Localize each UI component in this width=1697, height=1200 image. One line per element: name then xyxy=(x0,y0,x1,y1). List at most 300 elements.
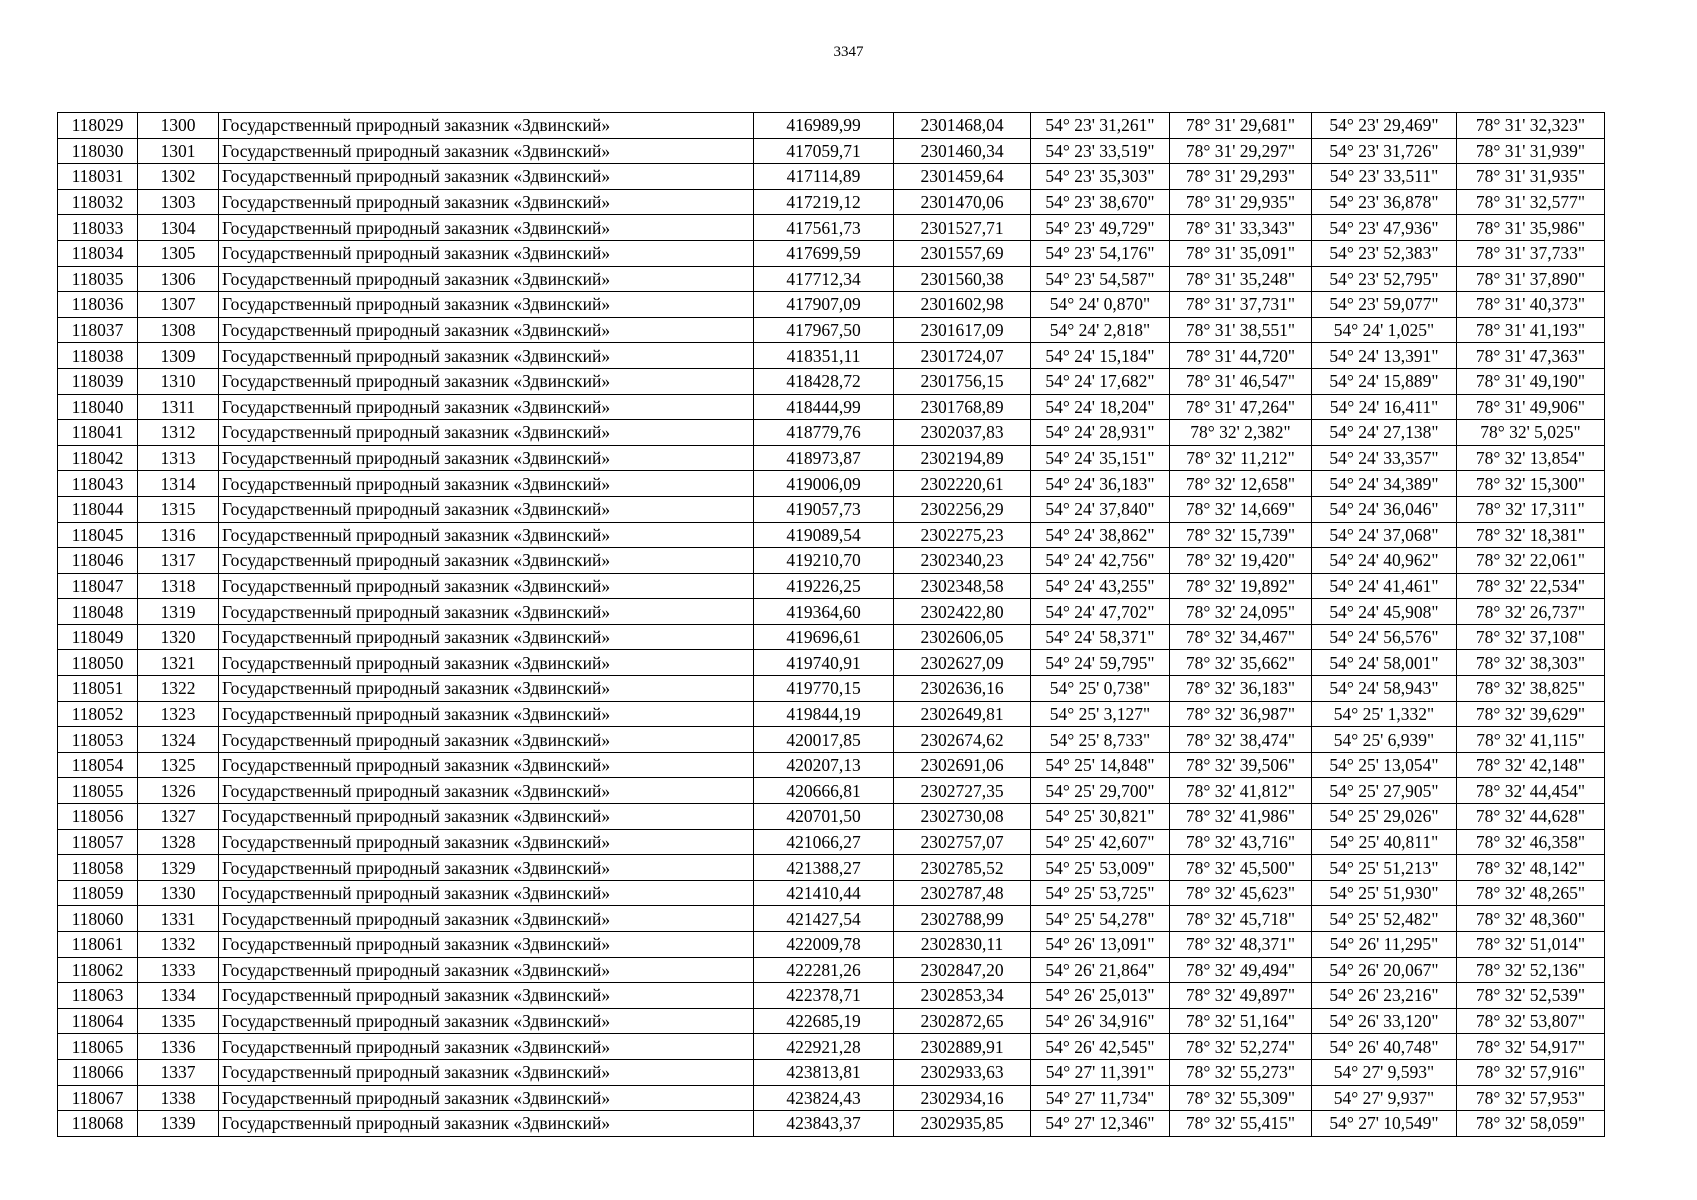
latitude-alt-cell: 54° 25' 51,930" xyxy=(1312,880,1457,906)
y-coordinate-cell: 2302787,48 xyxy=(894,880,1031,906)
reserve-name-cell: Государственный природный заказник «Здвинский» xyxy=(219,957,754,983)
x-coordinate-cell: 417967,50 xyxy=(754,317,894,343)
y-coordinate-cell: 2302872,65 xyxy=(894,1008,1031,1034)
longitude-cell: 78° 31' 29,935" xyxy=(1170,189,1312,215)
record-id-cell: 118050 xyxy=(58,650,138,676)
table-row xyxy=(58,778,1605,804)
longitude-cell: 78° 32' 11,212" xyxy=(1170,445,1312,471)
y-coordinate-cell: 2302788,99 xyxy=(894,906,1031,932)
latitude-cell: 54° 25' 42,607" xyxy=(1031,829,1170,855)
longitude-alt-cell: 78° 32' 17,311" xyxy=(1457,496,1605,522)
latitude-cell: 54° 27' 12,346" xyxy=(1031,1111,1170,1137)
latitude-alt-cell: 54° 24' 34,389" xyxy=(1312,471,1457,497)
point-number-cell: 1305 xyxy=(138,240,219,266)
latitude-cell: 54° 24' 58,371" xyxy=(1031,624,1170,650)
point-number-cell: 1312 xyxy=(138,420,219,446)
latitude-cell: 54° 23' 31,261" xyxy=(1031,113,1170,139)
x-coordinate-cell: 416989,99 xyxy=(754,113,894,139)
latitude-cell: 54° 25' 30,821" xyxy=(1031,804,1170,830)
record-id-cell: 118063 xyxy=(58,983,138,1009)
reserve-name-cell: Государственный природный заказник «Здвинский» xyxy=(219,215,754,241)
x-coordinate-cell: 421427,54 xyxy=(754,906,894,932)
latitude-cell: 54° 24' 59,795" xyxy=(1031,650,1170,676)
record-id-cell: 118037 xyxy=(58,317,138,343)
y-coordinate-cell: 2302933,63 xyxy=(894,1059,1031,1085)
reserve-name-cell: Государственный природный заказник «Здвинский» xyxy=(219,932,754,958)
y-coordinate-cell: 2302256,29 xyxy=(894,496,1031,522)
y-coordinate-cell: 2301756,15 xyxy=(894,368,1031,394)
record-id-cell: 118044 xyxy=(58,496,138,522)
point-number-cell: 1310 xyxy=(138,368,219,394)
table-row xyxy=(58,624,1605,650)
x-coordinate-cell: 419057,73 xyxy=(754,496,894,522)
longitude-cell: 78° 31' 35,091" xyxy=(1170,240,1312,266)
latitude-cell: 54° 26' 13,091" xyxy=(1031,932,1170,958)
reserve-name-cell: Государственный природный заказник «Здвинский» xyxy=(219,394,754,420)
reserve-name-cell: Государственный природный заказник «Здвинский» xyxy=(219,266,754,292)
record-id-cell: 118042 xyxy=(58,445,138,471)
record-id-cell: 118068 xyxy=(58,1111,138,1137)
point-number-cell: 1314 xyxy=(138,471,219,497)
x-coordinate-cell: 419844,19 xyxy=(754,701,894,727)
point-number-cell: 1308 xyxy=(138,317,219,343)
record-id-cell: 118029 xyxy=(58,113,138,139)
table-row xyxy=(58,676,1605,702)
latitude-cell: 54° 24' 38,862" xyxy=(1031,522,1170,548)
latitude-cell: 54° 27' 11,734" xyxy=(1031,1085,1170,1111)
table-row xyxy=(58,727,1605,753)
reserve-name-cell: Государственный природный заказник «Здвинский» xyxy=(219,189,754,215)
record-id-cell: 118062 xyxy=(58,957,138,983)
y-coordinate-cell: 2302220,61 xyxy=(894,471,1031,497)
longitude-cell: 78° 32' 14,669" xyxy=(1170,496,1312,522)
reserve-name-cell: Государственный природный заказник «Здвинский» xyxy=(219,624,754,650)
table-row xyxy=(58,368,1605,394)
longitude-alt-cell: 78° 32' 18,381" xyxy=(1457,522,1605,548)
longitude-cell: 78° 31' 38,551" xyxy=(1170,317,1312,343)
point-number-cell: 1324 xyxy=(138,727,219,753)
longitude-alt-cell: 78° 32' 38,303" xyxy=(1457,650,1605,676)
latitude-cell: 54° 25' 14,848" xyxy=(1031,752,1170,778)
x-coordinate-cell: 420701,50 xyxy=(754,804,894,830)
point-number-cell: 1311 xyxy=(138,394,219,420)
reserve-name-cell: Государственный природный заказник «Здвинский» xyxy=(219,701,754,727)
y-coordinate-cell: 2301602,98 xyxy=(894,292,1031,318)
y-coordinate-cell: 2302674,62 xyxy=(894,727,1031,753)
record-id-cell: 118038 xyxy=(58,343,138,369)
y-coordinate-cell: 2301560,38 xyxy=(894,266,1031,292)
reserve-name-cell: Государственный природный заказник «Здвинский» xyxy=(219,368,754,394)
longitude-alt-cell: 78° 32' 15,300" xyxy=(1457,471,1605,497)
reserve-name-cell: Государственный природный заказник «Здвинский» xyxy=(219,1111,754,1137)
latitude-cell: 54° 24' 17,682" xyxy=(1031,368,1170,394)
reserve-name-cell: Государственный природный заказник «Здвинский» xyxy=(219,1034,754,1060)
longitude-cell: 78° 32' 55,415" xyxy=(1170,1111,1312,1137)
table-row xyxy=(58,752,1605,778)
longitude-alt-cell: 78° 31' 31,935" xyxy=(1457,164,1605,190)
latitude-alt-cell: 54° 23' 52,383" xyxy=(1312,240,1457,266)
longitude-alt-cell: 78° 31' 32,577" xyxy=(1457,189,1605,215)
longitude-cell: 78° 32' 49,494" xyxy=(1170,957,1312,983)
reserve-name-cell: Государственный природный заказник «Здвинский» xyxy=(219,752,754,778)
table-row xyxy=(58,573,1605,599)
table-row xyxy=(58,804,1605,830)
x-coordinate-cell: 418444,99 xyxy=(754,394,894,420)
longitude-cell: 78° 32' 36,987" xyxy=(1170,701,1312,727)
point-number-cell: 1325 xyxy=(138,752,219,778)
latitude-alt-cell: 54° 27' 10,549" xyxy=(1312,1111,1457,1137)
record-id-cell: 118055 xyxy=(58,778,138,804)
record-id-cell: 118034 xyxy=(58,240,138,266)
point-number-cell: 1337 xyxy=(138,1059,219,1085)
table-row xyxy=(58,445,1605,471)
y-coordinate-cell: 2302853,34 xyxy=(894,983,1031,1009)
longitude-alt-cell: 78° 32' 22,061" xyxy=(1457,548,1605,574)
latitude-cell: 54° 26' 21,864" xyxy=(1031,957,1170,983)
reserve-name-cell: Государственный природный заказник «Здвинский» xyxy=(219,727,754,753)
table-row xyxy=(58,855,1605,881)
x-coordinate-cell: 417907,09 xyxy=(754,292,894,318)
y-coordinate-cell: 2302649,81 xyxy=(894,701,1031,727)
latitude-alt-cell: 54° 27' 9,937" xyxy=(1312,1085,1457,1111)
reserve-name-cell: Государственный природный заказник «Здвинский» xyxy=(219,906,754,932)
reserve-name-cell: Государственный природный заказник «Здвинский» xyxy=(219,292,754,318)
x-coordinate-cell: 423843,37 xyxy=(754,1111,894,1137)
record-id-cell: 118032 xyxy=(58,189,138,215)
x-coordinate-cell: 422009,78 xyxy=(754,932,894,958)
point-number-cell: 1339 xyxy=(138,1111,219,1137)
longitude-cell: 78° 31' 33,343" xyxy=(1170,215,1312,241)
longitude-cell: 78° 31' 37,731" xyxy=(1170,292,1312,318)
point-number-cell: 1321 xyxy=(138,650,219,676)
table-row xyxy=(58,240,1605,266)
record-id-cell: 118064 xyxy=(58,1008,138,1034)
latitude-cell: 54° 24' 28,931" xyxy=(1031,420,1170,446)
reserve-name-cell: Государственный природный заказник «Здвинский» xyxy=(219,599,754,625)
latitude-alt-cell: 54° 24' 15,889" xyxy=(1312,368,1457,394)
table-row xyxy=(58,394,1605,420)
longitude-alt-cell: 78° 32' 48,142" xyxy=(1457,855,1605,881)
longitude-alt-cell: 78° 31' 32,323" xyxy=(1457,113,1605,139)
x-coordinate-cell: 417219,12 xyxy=(754,189,894,215)
longitude-alt-cell: 78° 31' 47,363" xyxy=(1457,343,1605,369)
table-row xyxy=(58,650,1605,676)
latitude-alt-cell: 54° 25' 40,811" xyxy=(1312,829,1457,855)
longitude-alt-cell: 78° 32' 44,628" xyxy=(1457,804,1605,830)
longitude-cell: 78° 32' 41,812" xyxy=(1170,778,1312,804)
table-row xyxy=(58,829,1605,855)
latitude-cell: 54° 23' 38,670" xyxy=(1031,189,1170,215)
y-coordinate-cell: 2301557,69 xyxy=(894,240,1031,266)
record-id-cell: 118036 xyxy=(58,292,138,318)
record-id-cell: 118043 xyxy=(58,471,138,497)
y-coordinate-cell: 2302727,35 xyxy=(894,778,1031,804)
point-number-cell: 1323 xyxy=(138,701,219,727)
latitude-cell: 54° 23' 54,176" xyxy=(1031,240,1170,266)
x-coordinate-cell: 419770,15 xyxy=(754,676,894,702)
point-number-cell: 1309 xyxy=(138,343,219,369)
longitude-cell: 78° 31' 29,297" xyxy=(1170,138,1312,164)
latitude-cell: 54° 24' 18,204" xyxy=(1031,394,1170,420)
record-id-cell: 118033 xyxy=(58,215,138,241)
x-coordinate-cell: 419006,09 xyxy=(754,471,894,497)
table-row xyxy=(58,548,1605,574)
x-coordinate-cell: 420207,13 xyxy=(754,752,894,778)
latitude-cell: 54° 25' 0,738" xyxy=(1031,676,1170,702)
longitude-cell: 78° 32' 2,382" xyxy=(1170,420,1312,446)
x-coordinate-cell: 417059,71 xyxy=(754,138,894,164)
y-coordinate-cell: 2302730,08 xyxy=(894,804,1031,830)
reserve-name-cell: Государственный природный заказник «Здвинский» xyxy=(219,1085,754,1111)
reserve-name-cell: Государственный природный заказник «Здвинский» xyxy=(219,113,754,139)
longitude-cell: 78° 32' 49,897" xyxy=(1170,983,1312,1009)
y-coordinate-cell: 2301470,06 xyxy=(894,189,1031,215)
record-id-cell: 118056 xyxy=(58,804,138,830)
latitude-alt-cell: 54° 24' 1,025" xyxy=(1312,317,1457,343)
reserve-name-cell: Государственный природный заказник «Здвинский» xyxy=(219,240,754,266)
point-number-cell: 1329 xyxy=(138,855,219,881)
x-coordinate-cell: 418973,87 xyxy=(754,445,894,471)
longitude-alt-cell: 78° 32' 57,916" xyxy=(1457,1059,1605,1085)
latitude-alt-cell: 54° 23' 59,077" xyxy=(1312,292,1457,318)
longitude-alt-cell: 78° 31' 49,906" xyxy=(1457,394,1605,420)
table-row xyxy=(58,266,1605,292)
point-number-cell: 1330 xyxy=(138,880,219,906)
longitude-alt-cell: 78° 32' 53,807" xyxy=(1457,1008,1605,1034)
record-id-cell: 118067 xyxy=(58,1085,138,1111)
longitude-cell: 78° 32' 39,506" xyxy=(1170,752,1312,778)
longitude-alt-cell: 78° 32' 48,265" xyxy=(1457,880,1605,906)
longitude-alt-cell: 78° 32' 52,539" xyxy=(1457,983,1605,1009)
reserve-name-cell: Государственный природный заказник «Здвинский» xyxy=(219,804,754,830)
latitude-cell: 54° 23' 35,303" xyxy=(1031,164,1170,190)
x-coordinate-cell: 418779,76 xyxy=(754,420,894,446)
longitude-cell: 78° 31' 35,248" xyxy=(1170,266,1312,292)
longitude-alt-cell: 78° 31' 35,986" xyxy=(1457,215,1605,241)
table-row xyxy=(58,164,1605,190)
x-coordinate-cell: 419740,91 xyxy=(754,650,894,676)
reserve-name-cell: Государственный природный заказник «Здвинский» xyxy=(219,138,754,164)
longitude-alt-cell: 78° 32' 42,148" xyxy=(1457,752,1605,778)
reserve-name-cell: Государственный природный заказник «Здвинский» xyxy=(219,343,754,369)
longitude-alt-cell: 78° 32' 37,108" xyxy=(1457,624,1605,650)
longitude-cell: 78° 32' 55,309" xyxy=(1170,1085,1312,1111)
record-id-cell: 118047 xyxy=(58,573,138,599)
latitude-cell: 54° 24' 43,255" xyxy=(1031,573,1170,599)
longitude-cell: 78° 32' 43,716" xyxy=(1170,829,1312,855)
record-id-cell: 118030 xyxy=(58,138,138,164)
record-id-cell: 118052 xyxy=(58,701,138,727)
record-id-cell: 118049 xyxy=(58,624,138,650)
record-id-cell: 118040 xyxy=(58,394,138,420)
reserve-name-cell: Государственный природный заказник «Здвинский» xyxy=(219,420,754,446)
longitude-alt-cell: 78° 32' 5,025" xyxy=(1457,420,1605,446)
y-coordinate-cell: 2301459,64 xyxy=(894,164,1031,190)
table-row xyxy=(58,138,1605,164)
latitude-alt-cell: 54° 23' 33,511" xyxy=(1312,164,1457,190)
longitude-cell: 78° 32' 12,658" xyxy=(1170,471,1312,497)
latitude-cell: 54° 27' 11,391" xyxy=(1031,1059,1170,1085)
point-number-cell: 1333 xyxy=(138,957,219,983)
x-coordinate-cell: 423824,43 xyxy=(754,1085,894,1111)
longitude-cell: 78° 32' 45,718" xyxy=(1170,906,1312,932)
table-row xyxy=(58,957,1605,983)
table-row xyxy=(58,701,1605,727)
table-row xyxy=(58,420,1605,446)
latitude-alt-cell: 54° 24' 37,068" xyxy=(1312,522,1457,548)
point-number-cell: 1303 xyxy=(138,189,219,215)
latitude-alt-cell: 54° 25' 6,939" xyxy=(1312,727,1457,753)
record-id-cell: 118039 xyxy=(58,368,138,394)
longitude-alt-cell: 78° 32' 51,014" xyxy=(1457,932,1605,958)
longitude-cell: 78° 32' 55,273" xyxy=(1170,1059,1312,1085)
y-coordinate-cell: 2302847,20 xyxy=(894,957,1031,983)
point-number-cell: 1328 xyxy=(138,829,219,855)
latitude-alt-cell: 54° 24' 36,046" xyxy=(1312,496,1457,522)
point-number-cell: 1326 xyxy=(138,778,219,804)
point-number-cell: 1315 xyxy=(138,496,219,522)
longitude-cell: 78° 32' 41,986" xyxy=(1170,804,1312,830)
table-row xyxy=(58,1034,1605,1060)
table-row xyxy=(58,292,1605,318)
latitude-cell: 54° 25' 8,733" xyxy=(1031,727,1170,753)
latitude-cell: 54° 25' 29,700" xyxy=(1031,778,1170,804)
reserve-name-cell: Государственный природный заказник «Здвинский» xyxy=(219,1008,754,1034)
point-number-cell: 1319 xyxy=(138,599,219,625)
point-number-cell: 1322 xyxy=(138,676,219,702)
reserve-name-cell: Государственный природный заказник «Здвинский» xyxy=(219,829,754,855)
longitude-cell: 78° 32' 48,371" xyxy=(1170,932,1312,958)
x-coordinate-cell: 417712,34 xyxy=(754,266,894,292)
longitude-cell: 78° 31' 29,681" xyxy=(1170,113,1312,139)
y-coordinate-cell: 2302636,16 xyxy=(894,676,1031,702)
longitude-alt-cell: 78° 32' 57,953" xyxy=(1457,1085,1605,1111)
longitude-alt-cell: 78° 32' 46,358" xyxy=(1457,829,1605,855)
point-number-cell: 1338 xyxy=(138,1085,219,1111)
latitude-cell: 54° 23' 33,519" xyxy=(1031,138,1170,164)
point-number-cell: 1327 xyxy=(138,804,219,830)
latitude-alt-cell: 54° 24' 56,576" xyxy=(1312,624,1457,650)
longitude-cell: 78° 31' 44,720" xyxy=(1170,343,1312,369)
latitude-cell: 54° 24' 2,818" xyxy=(1031,317,1170,343)
x-coordinate-cell: 422921,28 xyxy=(754,1034,894,1060)
record-id-cell: 118061 xyxy=(58,932,138,958)
x-coordinate-cell: 421388,27 xyxy=(754,855,894,881)
latitude-alt-cell: 54° 25' 27,905" xyxy=(1312,778,1457,804)
reserve-name-cell: Государственный природный заказник «Здвинский» xyxy=(219,573,754,599)
longitude-alt-cell: 78° 32' 39,629" xyxy=(1457,701,1605,727)
x-coordinate-cell: 419696,61 xyxy=(754,624,894,650)
latitude-alt-cell: 54° 26' 20,067" xyxy=(1312,957,1457,983)
reserve-name-cell: Государственный природный заказник «Здвинский» xyxy=(219,855,754,881)
table-row xyxy=(58,1008,1605,1034)
table-body xyxy=(58,113,1605,1137)
latitude-alt-cell: 54° 26' 33,120" xyxy=(1312,1008,1457,1034)
x-coordinate-cell: 419226,25 xyxy=(754,573,894,599)
record-id-cell: 118046 xyxy=(58,548,138,574)
point-number-cell: 1320 xyxy=(138,624,219,650)
latitude-alt-cell: 54° 24' 41,461" xyxy=(1312,573,1457,599)
reserve-name-cell: Государственный природный заказник «Здвинский» xyxy=(219,983,754,1009)
record-id-cell: 118065 xyxy=(58,1034,138,1060)
table-row xyxy=(58,932,1605,958)
longitude-alt-cell: 78° 31' 37,890" xyxy=(1457,266,1605,292)
y-coordinate-cell: 2302691,06 xyxy=(894,752,1031,778)
latitude-alt-cell: 54° 27' 9,593" xyxy=(1312,1059,1457,1085)
latitude-cell: 54° 24' 35,151" xyxy=(1031,445,1170,471)
table-row xyxy=(58,496,1605,522)
latitude-alt-cell: 54° 24' 58,943" xyxy=(1312,676,1457,702)
latitude-cell: 54° 25' 3,127" xyxy=(1031,701,1170,727)
longitude-cell: 78° 32' 51,164" xyxy=(1170,1008,1312,1034)
longitude-cell: 78° 32' 34,467" xyxy=(1170,624,1312,650)
longitude-alt-cell: 78° 32' 38,825" xyxy=(1457,676,1605,702)
latitude-alt-cell: 54° 25' 52,482" xyxy=(1312,906,1457,932)
longitude-cell: 78° 32' 15,739" xyxy=(1170,522,1312,548)
table-row xyxy=(58,189,1605,215)
reserve-name-cell: Государственный природный заказник «Здвинский» xyxy=(219,164,754,190)
coordinates-table xyxy=(57,112,1605,1137)
record-id-cell: 118053 xyxy=(58,727,138,753)
reserve-name-cell: Государственный природный заказник «Здвинский» xyxy=(219,778,754,804)
latitude-cell: 54° 26' 34,916" xyxy=(1031,1008,1170,1034)
latitude-alt-cell: 54° 25' 1,332" xyxy=(1312,701,1457,727)
x-coordinate-cell: 422685,19 xyxy=(754,1008,894,1034)
reserve-name-cell: Государственный природный заказник «Здвинский» xyxy=(219,880,754,906)
table-row xyxy=(58,880,1605,906)
y-coordinate-cell: 2301460,34 xyxy=(894,138,1031,164)
latitude-alt-cell: 54° 23' 47,936" xyxy=(1312,215,1457,241)
latitude-alt-cell: 54° 25' 29,026" xyxy=(1312,804,1457,830)
longitude-cell: 78° 32' 52,274" xyxy=(1170,1034,1312,1060)
longitude-cell: 78° 32' 24,095" xyxy=(1170,599,1312,625)
x-coordinate-cell: 417561,73 xyxy=(754,215,894,241)
x-coordinate-cell: 420666,81 xyxy=(754,778,894,804)
latitude-alt-cell: 54° 23' 29,469" xyxy=(1312,113,1457,139)
longitude-cell: 78° 32' 19,892" xyxy=(1170,573,1312,599)
record-id-cell: 118066 xyxy=(58,1059,138,1085)
table-row xyxy=(58,215,1605,241)
record-id-cell: 118035 xyxy=(58,266,138,292)
longitude-cell: 78° 31' 46,547" xyxy=(1170,368,1312,394)
latitude-alt-cell: 54° 23' 31,726" xyxy=(1312,138,1457,164)
record-id-cell: 118041 xyxy=(58,420,138,446)
point-number-cell: 1335 xyxy=(138,1008,219,1034)
point-number-cell: 1332 xyxy=(138,932,219,958)
reserve-name-cell: Государственный природный заказник «Здвинский» xyxy=(219,548,754,574)
latitude-cell: 54° 23' 49,729" xyxy=(1031,215,1170,241)
point-number-cell: 1336 xyxy=(138,1034,219,1060)
table-row xyxy=(58,906,1605,932)
latitude-cell: 54° 24' 42,756" xyxy=(1031,548,1170,574)
reserve-name-cell: Государственный природный заказник «Здвинский» xyxy=(219,471,754,497)
x-coordinate-cell: 417699,59 xyxy=(754,240,894,266)
point-number-cell: 1307 xyxy=(138,292,219,318)
table-row xyxy=(58,1059,1605,1085)
latitude-cell: 54° 26' 25,013" xyxy=(1031,983,1170,1009)
point-number-cell: 1331 xyxy=(138,906,219,932)
page-number: 3347 xyxy=(833,44,864,60)
record-id-cell: 118060 xyxy=(58,906,138,932)
longitude-alt-cell: 78° 32' 52,136" xyxy=(1457,957,1605,983)
y-coordinate-cell: 2302194,89 xyxy=(894,445,1031,471)
y-coordinate-cell: 2301527,71 xyxy=(894,215,1031,241)
point-number-cell: 1334 xyxy=(138,983,219,1009)
latitude-alt-cell: 54° 23' 36,878" xyxy=(1312,189,1457,215)
longitude-cell: 78° 31' 29,293" xyxy=(1170,164,1312,190)
record-id-cell: 118031 xyxy=(58,164,138,190)
latitude-cell: 54° 25' 53,725" xyxy=(1031,880,1170,906)
